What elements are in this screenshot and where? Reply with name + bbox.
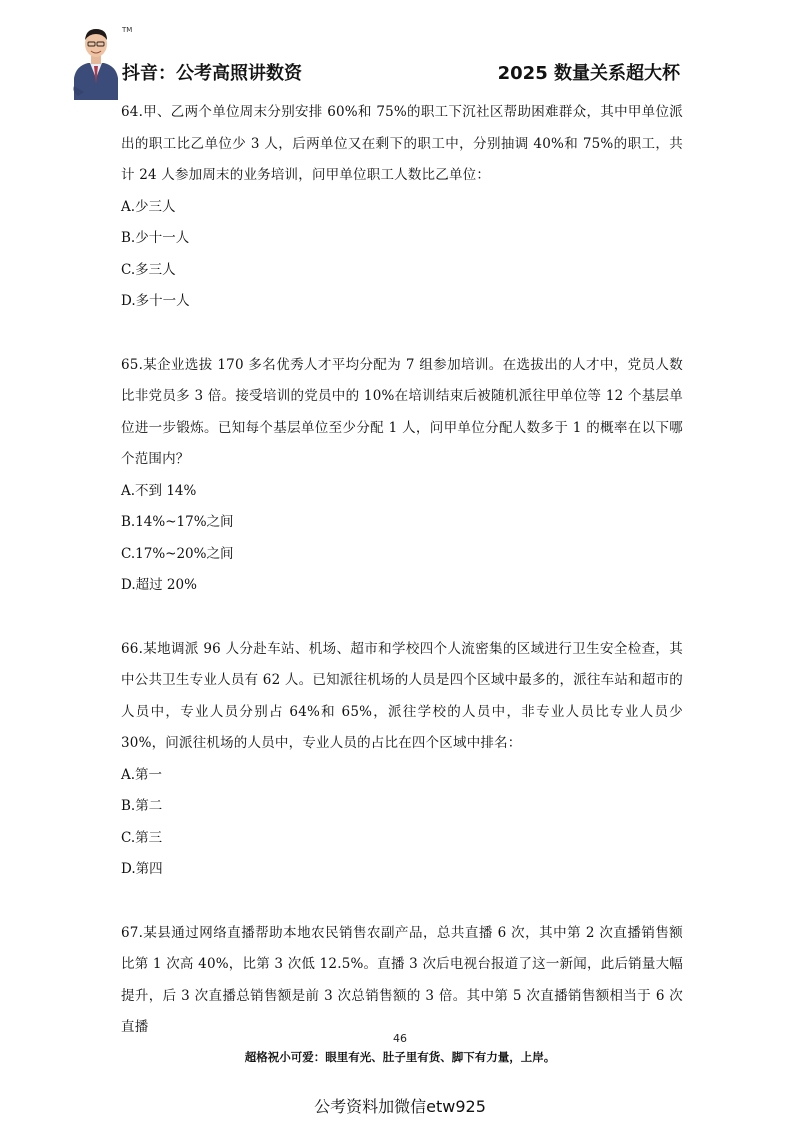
- footer-slogan: 超格祝小可爱：眼里有光、肚子里有货、脚下有力量，上岸。: [244, 1050, 556, 1064]
- question-67: [121, 918, 683, 1044]
- footer-contact: 公考资料加微信etw925: [314, 1097, 486, 1116]
- option-c: C.多三人: [121, 261, 176, 278]
- option-c: C.17%~20%之间: [121, 545, 234, 562]
- question-64: [121, 97, 683, 318]
- question-stem: 67.某县通过网络直播帮助本地农民销售农副产品，总共直播 6 次，其中第 2 次直播销售额比第 1 次高 40%，比第 3 次低 12.5%。直播 3 次后电视台报道了这一新闻，此后销量大幅提升，后 3 次直播总销售额是前 3 次总销售额的 3 倍。其中第 5 次直播销售额相当于 6 次直播: [121, 924, 683, 1035]
- option-a: A.少三人: [121, 198, 176, 215]
- question-65: [121, 350, 683, 602]
- page-number: 46: [393, 1032, 407, 1045]
- option-b: B.第二: [121, 798, 163, 814]
- header-channel-title: 抖音：公考高照讲数资: [122, 63, 302, 84]
- question-stem: 65.某企业选拔 170 多名优秀人才平均分配为 7 组参加培训。在选拔出的人才中，党员人数比非党员多 3 倍。接受培训的党员中的 10%在培训结束后被随机派往甲单位等 12 个基层单位进一步锻炼。已知每个基层单位至少分配 1 人，问甲单位分配人数多于 1 的概率在以下哪个范围内？: [121, 356, 683, 467]
- option-d: D.多十一人: [121, 293, 190, 309]
- question-stem: 64.甲、乙两个单位周末分别安排 60%和 75%的职工下沉社区帮助困难群众，其中甲单位派出的职工比乙单位少 3 人，后两单位又在剩下的职工中，分别抽调 40%和 75%的职工，共计 24 人参加周末的业务培训，问甲单位职工人数比乙单位：: [121, 104, 683, 183]
- option-d: D.超过 20%: [121, 577, 197, 593]
- author-avatar: [70, 26, 122, 100]
- option-d: D.第四: [121, 861, 163, 877]
- option-b: B.少十一人: [121, 230, 190, 246]
- question-stem: 66.某地调派 96 人分赴车站、机场、超市和学校四个人流密集的区域进行卫生安全检查，其中公共卫生专业人员有 62 人。已知派往机场的人员是四个区域中最多的，派往车站和超市的人员中，专业人员分别占 64%和 65%，派往学校的人员中，非专业人员比专业人员少 30%，问派往机场的人员中，专业人员的占比在四个区域中排名：: [121, 640, 683, 751]
- option-a: A.第一: [121, 766, 163, 783]
- option-c: C.第三: [121, 829, 163, 846]
- page-header: [0, 0, 800, 100]
- question-66: [121, 634, 683, 886]
- header-series-title: 2025 数量关系超大杯: [497, 63, 680, 84]
- trademark-mark: TM: [122, 26, 133, 34]
- question-list: [121, 97, 683, 1076]
- option-a: A.不到 14%: [121, 482, 197, 499]
- option-b: B.14%~17%之间: [121, 514, 234, 530]
